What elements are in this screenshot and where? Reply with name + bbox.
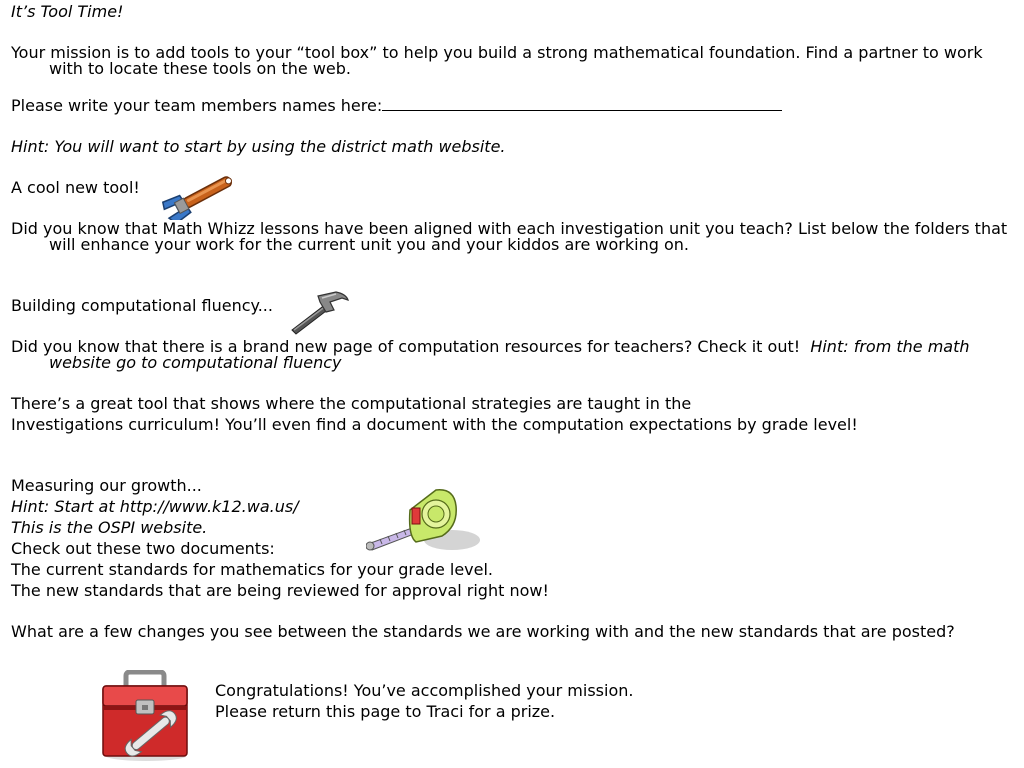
computation-text xyxy=(11,339,1011,371)
ospi-hint: Hint: Start at http://www.k12.wa.us/ xyxy=(11,497,299,516)
doc-new-standards: The new standards that are being reviewed for approval right now! xyxy=(11,581,549,600)
team-names-blank[interactable] xyxy=(382,98,782,111)
toolbox-icon xyxy=(100,670,190,762)
check-docs: Check out these two documents: xyxy=(11,539,275,558)
changes-question: What are a few changes you see between the standards we are working with and the new standards that are posted? xyxy=(11,622,955,641)
ospi-note: This is the OSPI website. xyxy=(11,518,208,537)
computation-body: Did you know that there is a brand new page of computation resources for teachers? Check it out! xyxy=(11,337,801,356)
congrats-line-2: Please return this page to Traci for a prize. xyxy=(215,702,556,721)
cool-tool-label: A cool new tool! xyxy=(11,178,140,197)
growth-heading: Measuring our growth... xyxy=(11,476,202,495)
tape-measure-icon xyxy=(366,486,482,556)
doc-current-standards: The current standards for mathematics for your grade level. xyxy=(11,560,494,579)
mission-text: Your mission is to add tools to your “tool box” to help you build a strong mathematical foundation. Find a partner to work with to locate these tools on the web. xyxy=(11,43,983,78)
computation-hint: Hint: from the math website go to computational fluency xyxy=(49,337,970,372)
hammer-icon xyxy=(286,288,350,336)
congratulations-block xyxy=(215,683,633,720)
congrats-line-1: Congratulations! You’ve accomplished your mission. xyxy=(215,681,634,700)
district-hint: Hint: You will want to start by using the district math website. xyxy=(11,137,506,156)
wrench-icon xyxy=(160,170,244,220)
page-title: It’s Tool Time! xyxy=(11,2,124,21)
team-prompt-row xyxy=(11,98,1011,114)
great-tool-line-1: There’s a great tool that shows where the computational strategies are taught in the xyxy=(11,394,692,413)
team-prompt: Please write your team members names here: xyxy=(11,96,383,115)
great-tool-line-2: Investigations curriculum! You’ll even find a document with the computation expectations by grade level! xyxy=(11,415,858,434)
fluency-heading: Building computational fluency... xyxy=(11,296,273,315)
math-whizz-text: Did you know that Math Whizz lessons have been aligned with each investigation unit you teach? List below the folders that will enhance your work for the current unit you and your kiddos are working on. xyxy=(11,219,1008,254)
worksheet xyxy=(11,4,1011,640)
